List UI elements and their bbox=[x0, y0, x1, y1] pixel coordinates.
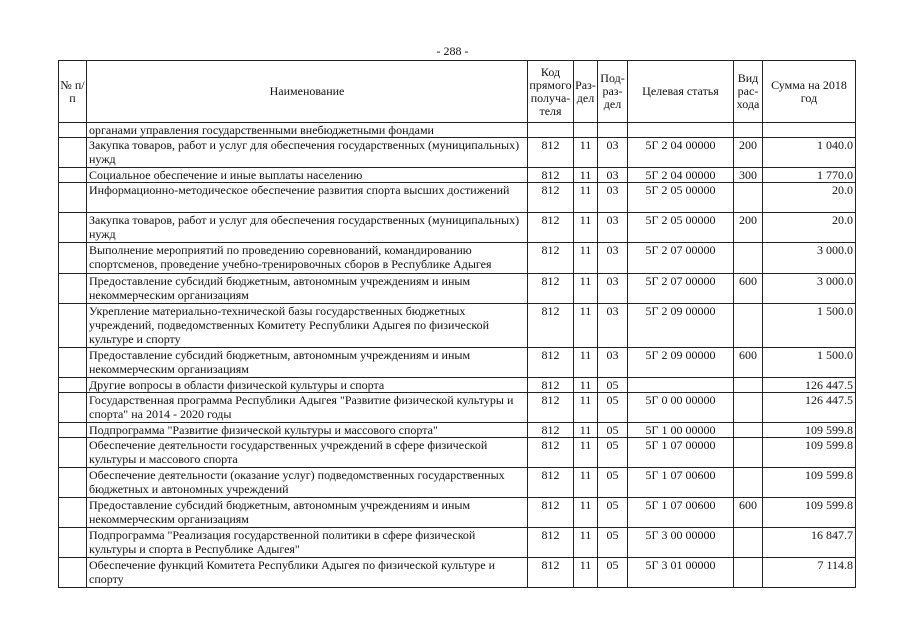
cell-sum: 1 040.0 bbox=[763, 138, 856, 168]
cell-razdel: 11 bbox=[574, 183, 598, 213]
cell-target bbox=[628, 123, 734, 138]
cell-target: 5Г 1 00 00000 bbox=[628, 423, 734, 438]
table-row bbox=[59, 304, 856, 348]
cell-razdel: 11 bbox=[574, 528, 598, 558]
cell-vid bbox=[734, 528, 763, 558]
cell-podrazdel: 03 bbox=[598, 213, 628, 243]
cell-code: 812 bbox=[528, 468, 574, 498]
cell-num bbox=[59, 123, 87, 138]
cell-sum: 7 114.8 bbox=[763, 558, 856, 588]
table-header bbox=[59, 61, 856, 123]
cell-name: Укрепление материально-технической базы государственных бюджетных учреждений, подведомственных Комитету Республики Адыгея по физической культуре и спорту bbox=[87, 304, 528, 348]
cell-razdel: 11 bbox=[574, 558, 598, 588]
cell-num bbox=[59, 468, 87, 498]
cell-sum: 1 770.0 bbox=[763, 168, 856, 183]
cell-sum: 1 500.0 bbox=[763, 304, 856, 348]
cell-num bbox=[59, 558, 87, 588]
cell-num bbox=[59, 304, 87, 348]
cell-sum: 16 847.7 bbox=[763, 528, 856, 558]
table-row bbox=[59, 468, 856, 498]
cell-name: Социальное обеспечение и иные выплаты населению bbox=[87, 168, 528, 183]
cell-podrazdel: 05 bbox=[598, 423, 628, 438]
cell-num bbox=[59, 498, 87, 528]
cell-code: 812 bbox=[528, 274, 574, 304]
cell-vid bbox=[734, 378, 763, 393]
cell-name: Обеспечение деятельности государственных учреждений в сфере физической культуры и массового спорта bbox=[87, 438, 528, 468]
cell-name: Закупка товаров, работ и услуг для обеспечения государственных (муниципальных) нужд bbox=[87, 138, 528, 168]
cell-name: Закупка товаров, работ и услуг для обеспечения государственных (муниципальных) нужд bbox=[87, 213, 528, 243]
cell-target: 5Г 2 04 00000 bbox=[628, 138, 734, 168]
cell-podrazdel: 03 bbox=[598, 348, 628, 378]
cell-code: 812 bbox=[528, 168, 574, 183]
cell-sum: 109 599.8 bbox=[763, 468, 856, 498]
cell-vid bbox=[734, 183, 763, 213]
cell-num bbox=[59, 528, 87, 558]
cell-target: 5Г 2 04 00000 bbox=[628, 168, 734, 183]
cell-vid bbox=[734, 468, 763, 498]
cell-sum: 3 000.0 bbox=[763, 274, 856, 304]
cell-num bbox=[59, 348, 87, 378]
cell-sum: 20.0 bbox=[763, 183, 856, 213]
cell-razdel: 11 bbox=[574, 393, 598, 423]
cell-sum: 3 000.0 bbox=[763, 243, 856, 274]
cell-razdel: 11 bbox=[574, 468, 598, 498]
cell-podrazdel: 03 bbox=[598, 243, 628, 274]
cell-target: 5Г 1 07 00600 bbox=[628, 498, 734, 528]
cell-code: 812 bbox=[528, 528, 574, 558]
cell-podrazdel bbox=[598, 123, 628, 138]
table-row bbox=[59, 168, 856, 183]
cell-num bbox=[59, 168, 87, 183]
cell-num bbox=[59, 243, 87, 274]
cell-razdel: 11 bbox=[574, 498, 598, 528]
cell-name: Другие вопросы в области физической культуры и спорта bbox=[87, 378, 528, 393]
cell-vid: 200 bbox=[734, 213, 763, 243]
cell-code: 812 bbox=[528, 393, 574, 423]
cell-num bbox=[59, 213, 87, 243]
cell-razdel: 11 bbox=[574, 438, 598, 468]
table-row bbox=[59, 138, 856, 168]
cell-sum: 109 599.8 bbox=[763, 498, 856, 528]
cell-code: 812 bbox=[528, 423, 574, 438]
cell-razdel: 11 bbox=[574, 138, 598, 168]
table-row bbox=[59, 438, 856, 468]
header-num: № п/п bbox=[59, 61, 87, 123]
cell-vid: 600 bbox=[734, 498, 763, 528]
cell-name: Предоставление субсидий бюджетным, автономным учреждениям и иным некоммерческим организациям bbox=[87, 498, 528, 528]
cell-num bbox=[59, 138, 87, 168]
cell-name: Предоставление субсидий бюджетным, автономным учреждениям и иным некоммерческим организациям bbox=[87, 274, 528, 304]
cell-podrazdel: 03 bbox=[598, 274, 628, 304]
cell-podrazdel: 03 bbox=[598, 138, 628, 168]
cell-num bbox=[59, 183, 87, 213]
table-row bbox=[59, 348, 856, 378]
cell-target: 5Г 1 07 00600 bbox=[628, 468, 734, 498]
table-row bbox=[59, 558, 856, 588]
table-row bbox=[59, 183, 856, 213]
table-row bbox=[59, 393, 856, 423]
header-target: Целевая статья bbox=[628, 61, 734, 123]
header-vid: Вид рас-хода bbox=[734, 61, 763, 123]
cell-podrazdel: 03 bbox=[598, 304, 628, 348]
cell-code bbox=[528, 123, 574, 138]
cell-name: Выполнение мероприятий по проведению соревнований, командированию спортсменов, проведение учебно-тренировочных сборов в Республике Адыгея bbox=[87, 243, 528, 274]
cell-podrazdel: 05 bbox=[598, 498, 628, 528]
cell-razdel: 11 bbox=[574, 423, 598, 438]
cell-code: 812 bbox=[528, 378, 574, 393]
cell-code: 812 bbox=[528, 213, 574, 243]
cell-code: 812 bbox=[528, 348, 574, 378]
cell-sum: 1 500.0 bbox=[763, 348, 856, 378]
cell-code: 812 bbox=[528, 243, 574, 274]
header-sum: Сумма на 2018 год bbox=[763, 61, 856, 123]
page-number: - 288 - bbox=[436, 44, 469, 58]
table-body bbox=[59, 123, 856, 588]
cell-sum bbox=[763, 123, 856, 138]
cell-name: Государственная программа Республики Адыгея "Развитие физической культуры и спорта" на 2014 - 2020 годы bbox=[87, 393, 528, 423]
cell-code: 812 bbox=[528, 498, 574, 528]
cell-target: 5Г 3 01 00000 bbox=[628, 558, 734, 588]
cell-sum: 109 599.8 bbox=[763, 438, 856, 468]
cell-target: 5Г 1 07 00000 bbox=[628, 438, 734, 468]
cell-vid bbox=[734, 243, 763, 274]
cell-num bbox=[59, 393, 87, 423]
cell-num bbox=[59, 378, 87, 393]
cell-target: 5Г 2 05 00000 bbox=[628, 183, 734, 213]
table-row bbox=[59, 378, 856, 393]
cell-razdel: 11 bbox=[574, 274, 598, 304]
cell-code: 812 bbox=[528, 183, 574, 213]
header-razdel: Раз-дел bbox=[574, 61, 598, 123]
cell-code: 812 bbox=[528, 438, 574, 468]
cell-vid: 600 bbox=[734, 348, 763, 378]
cell-name: Обеспечение функций Комитета Республики Адыгея по физической культуре и спорту bbox=[87, 558, 528, 588]
cell-sum: 126 447.5 bbox=[763, 378, 856, 393]
cell-name: органами управления государственными внебюджетными фондами bbox=[87, 123, 528, 138]
cell-target: 5Г 3 00 00000 bbox=[628, 528, 734, 558]
cell-razdel: 11 bbox=[574, 243, 598, 274]
cell-name: Обеспечение деятельности (оказание услуг) подведомственных государственных бюджетных и автономных учреждений bbox=[87, 468, 528, 498]
cell-vid: 600 bbox=[734, 274, 763, 304]
cell-name: Информационно-методическое обеспечение развития спорта высших достижений bbox=[87, 183, 528, 213]
table-row bbox=[59, 213, 856, 243]
cell-podrazdel: 05 bbox=[598, 558, 628, 588]
cell-vid bbox=[734, 438, 763, 468]
cell-vid: 300 bbox=[734, 168, 763, 183]
cell-vid: 200 bbox=[734, 138, 763, 168]
cell-name: Предоставление субсидий бюджетным, автономным учреждениям и иным некоммерческим организациям bbox=[87, 348, 528, 378]
cell-podrazdel: 05 bbox=[598, 438, 628, 468]
cell-razdel: 11 bbox=[574, 168, 598, 183]
cell-sum: 20.0 bbox=[763, 213, 856, 243]
cell-target: 5Г 2 07 00000 bbox=[628, 274, 734, 304]
cell-podrazdel: 05 bbox=[598, 393, 628, 423]
cell-num bbox=[59, 438, 87, 468]
cell-podrazdel: 03 bbox=[598, 183, 628, 213]
cell-target: 5Г 0 00 00000 bbox=[628, 393, 734, 423]
cell-podrazdel: 05 bbox=[598, 468, 628, 498]
cell-code: 812 bbox=[528, 304, 574, 348]
budget-table bbox=[58, 60, 856, 588]
cell-podrazdel: 05 bbox=[598, 528, 628, 558]
cell-sum: 109 599.8 bbox=[763, 423, 856, 438]
table-row bbox=[59, 274, 856, 304]
cell-razdel: 11 bbox=[574, 348, 598, 378]
cell-vid bbox=[734, 558, 763, 588]
table-row bbox=[59, 243, 856, 274]
cell-razdel: 11 bbox=[574, 378, 598, 393]
cell-razdel: 11 bbox=[574, 304, 598, 348]
cell-sum: 126 447.5 bbox=[763, 393, 856, 423]
cell-code: 812 bbox=[528, 138, 574, 168]
cell-vid bbox=[734, 423, 763, 438]
table-row bbox=[59, 528, 856, 558]
cell-vid bbox=[734, 304, 763, 348]
table-row bbox=[59, 423, 856, 438]
cell-razdel: 11 bbox=[574, 213, 598, 243]
cell-podrazdel: 05 bbox=[598, 378, 628, 393]
cell-target: 5Г 2 05 00000 bbox=[628, 213, 734, 243]
table-row bbox=[59, 123, 856, 138]
cell-target: 5Г 2 09 00000 bbox=[628, 348, 734, 378]
cell-target bbox=[628, 378, 734, 393]
header-podrazdel: Под-раз-дел bbox=[598, 61, 628, 123]
cell-code: 812 bbox=[528, 558, 574, 588]
cell-target: 5Г 2 07 00000 bbox=[628, 243, 734, 274]
cell-podrazdel: 03 bbox=[598, 168, 628, 183]
cell-name: Подпрограмма "Реализация государственной политики в сфере физической культуры и спорта в Республике Адыгея" bbox=[87, 528, 528, 558]
header-code: Код прямого получа-теля bbox=[528, 61, 574, 123]
cell-name: Подпрограмма "Развитие физической культуры и массового спорта" bbox=[87, 423, 528, 438]
table-row bbox=[59, 498, 856, 528]
cell-num bbox=[59, 423, 87, 438]
cell-num bbox=[59, 274, 87, 304]
cell-target: 5Г 2 09 00000 bbox=[628, 304, 734, 348]
cell-vid bbox=[734, 393, 763, 423]
cell-razdel bbox=[574, 123, 598, 138]
header-name: Наименование bbox=[87, 61, 528, 123]
cell-vid bbox=[734, 123, 763, 138]
